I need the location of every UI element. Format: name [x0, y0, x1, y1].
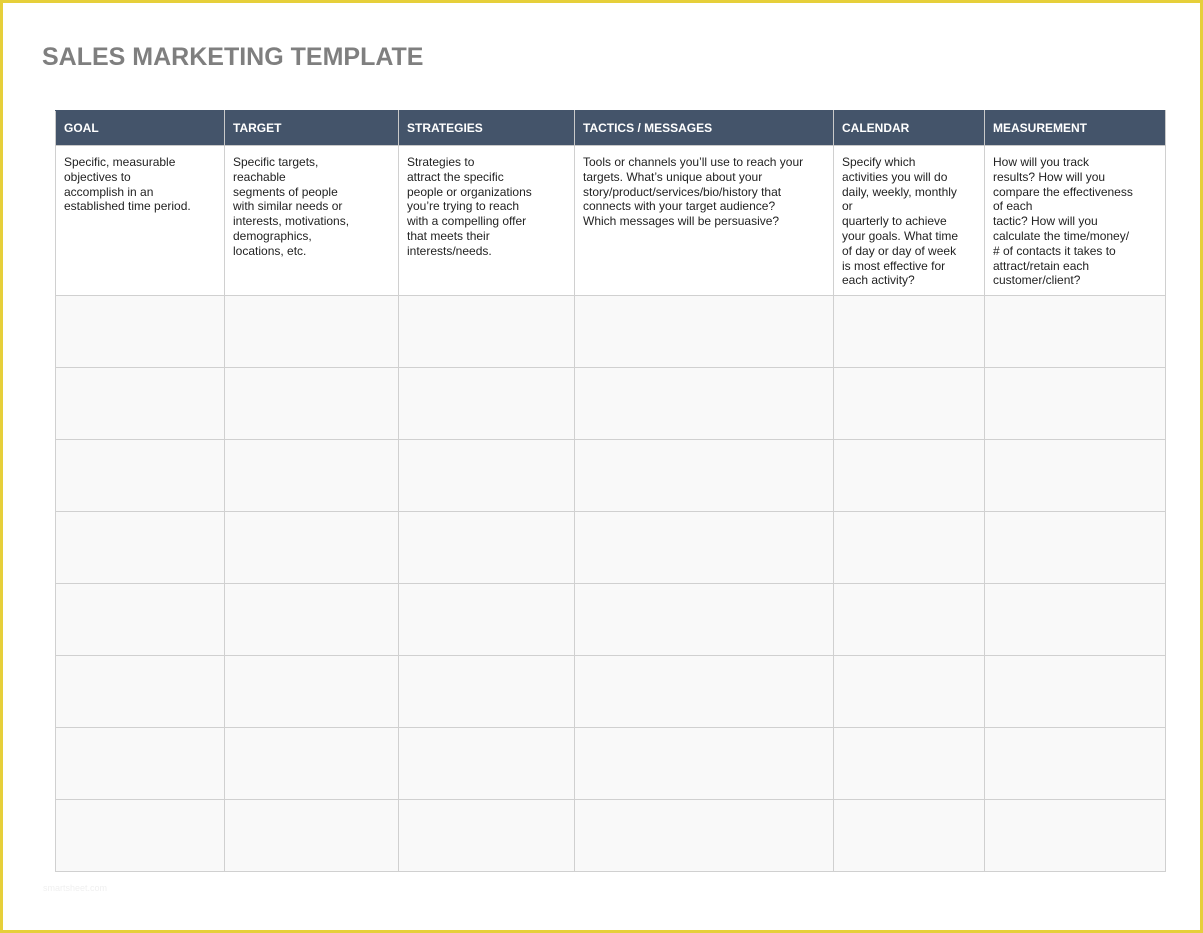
table-cell[interactable]: [225, 800, 399, 872]
table-cell[interactable]: [225, 512, 399, 584]
target-description[interactable]: Specific targets, reachable segments of people with similar needs or interests, motivations, demographics, locations, etc.: [225, 146, 399, 296]
calendar-description[interactable]: Specify which activities you will do daily, weekly, monthly or quarterly to achieve your goals. What time of day or day of week is most effective for each activity?: [834, 146, 985, 296]
table-cell[interactable]: [225, 728, 399, 800]
table-cell[interactable]: [575, 512, 834, 584]
header-tactics-messages: TACTICS / MESSAGES: [575, 111, 834, 146]
table-row: [56, 296, 1166, 368]
table-cell[interactable]: [834, 800, 985, 872]
table-cell[interactable]: [834, 512, 985, 584]
table-cell[interactable]: [225, 584, 399, 656]
table-cell[interactable]: [56, 728, 225, 800]
description-row: [56, 146, 1166, 296]
table-cell[interactable]: [834, 656, 985, 728]
table-cell[interactable]: [399, 512, 575, 584]
table-cell[interactable]: [575, 728, 834, 800]
header-strategies: STRATEGIES: [399, 111, 575, 146]
table-cell[interactable]: [56, 296, 225, 368]
table-cell[interactable]: [399, 584, 575, 656]
table-cell[interactable]: [985, 800, 1166, 872]
page-title: SALES MARKETING TEMPLATE: [42, 43, 424, 71]
table-cell[interactable]: [834, 296, 985, 368]
sales-marketing-table: [55, 110, 1166, 872]
table-cell[interactable]: [56, 656, 225, 728]
table-row: [56, 512, 1166, 584]
header-row: [56, 111, 1166, 146]
goal-description[interactable]: Specific, measurable objectives to accomplish in an established time period.: [56, 146, 225, 296]
table-cell[interactable]: [575, 800, 834, 872]
table-cell[interactable]: [985, 368, 1166, 440]
table-cell[interactable]: [834, 728, 985, 800]
table-row: [56, 728, 1166, 800]
measurement-description[interactable]: How will you track results? How will you compare the effectiveness of each tactic? How will you calculate the time/money/ # of contacts it takes to attract/retain each customer/client?: [985, 146, 1166, 296]
header-target: TARGET: [225, 111, 399, 146]
table-cell[interactable]: [399, 800, 575, 872]
table-cell[interactable]: [985, 656, 1166, 728]
footer-watermark: smartsheet.com: [43, 883, 108, 893]
table-cell[interactable]: [56, 800, 225, 872]
table-row: [56, 584, 1166, 656]
table-cell[interactable]: [985, 440, 1166, 512]
table-cell[interactable]: [575, 656, 834, 728]
table-cell[interactable]: [225, 368, 399, 440]
table-cell[interactable]: [399, 368, 575, 440]
table-cell[interactable]: [575, 584, 834, 656]
table-cell[interactable]: [225, 656, 399, 728]
table-cell[interactable]: [575, 440, 834, 512]
table-row: [56, 440, 1166, 512]
table-cell[interactable]: [834, 584, 985, 656]
table-row: [56, 368, 1166, 440]
table-cell[interactable]: [56, 584, 225, 656]
table-cell[interactable]: [985, 728, 1166, 800]
header-measurement: MEASUREMENT: [985, 111, 1166, 146]
table-cell[interactable]: [575, 368, 834, 440]
table-cell[interactable]: [225, 296, 399, 368]
table-cell[interactable]: [399, 728, 575, 800]
table-cell[interactable]: [399, 440, 575, 512]
table-cell[interactable]: [56, 440, 225, 512]
table-cell[interactable]: [985, 512, 1166, 584]
strategies-description[interactable]: Strategies to attract the specific people or organizations you’re trying to reach with a compelling offer that meets their interests/needs.: [399, 146, 575, 296]
tactics-description[interactable]: Tools or channels you’ll use to reach your targets. What’s unique about your story/product/services/bio/history that connects with your target audience? Which messages will be persuasive?: [575, 146, 834, 296]
table-cell[interactable]: [399, 656, 575, 728]
table-cell[interactable]: [56, 512, 225, 584]
table-cell[interactable]: [575, 296, 834, 368]
table-cell[interactable]: [985, 584, 1166, 656]
table-cell[interactable]: [225, 440, 399, 512]
header-goal: GOAL: [56, 111, 225, 146]
header-calendar: CALENDAR: [834, 111, 985, 146]
table-cell[interactable]: [56, 368, 225, 440]
table-row: [56, 656, 1166, 728]
table-cell[interactable]: [834, 368, 985, 440]
table-cell[interactable]: [399, 296, 575, 368]
table-cell[interactable]: [985, 296, 1166, 368]
table-cell[interactable]: [834, 440, 985, 512]
table-row: [56, 800, 1166, 872]
